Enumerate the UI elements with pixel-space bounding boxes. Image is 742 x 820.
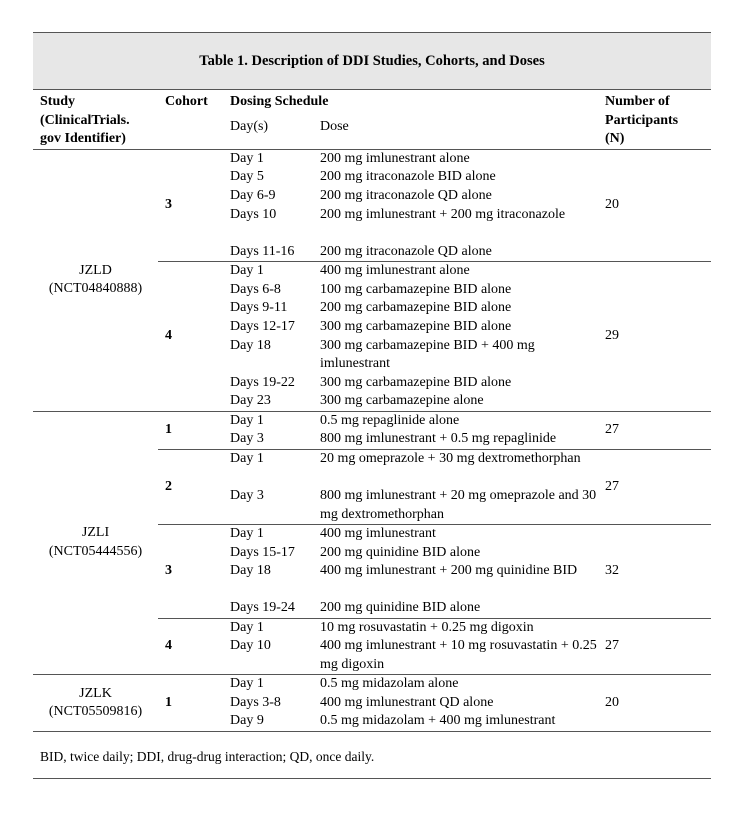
day-cell: Day 3 — [230, 431, 264, 447]
study-cell — [33, 411, 158, 675]
dose-cell: 20 mg omeprazole + 30 mg dextromethorphan — [313, 449, 598, 487]
day-cell: Day 1 — [223, 618, 313, 637]
day-cell: Day 5 — [230, 169, 264, 185]
header-study-line: Study — [40, 94, 76, 109]
participants-cell: 27 — [598, 449, 711, 524]
day-cell: Days 19-24 — [230, 600, 295, 616]
header-n-line: Participants — [605, 112, 679, 128]
study-cell — [33, 149, 158, 411]
day-cell: Day 18 — [230, 563, 271, 579]
header-participants — [598, 90, 711, 149]
participants-cell: 20 — [598, 675, 711, 731]
dose-cell: 200 mg imlunestrant + 200 mg itraconazole — [320, 206, 566, 222]
header-dose: Dose — [320, 119, 349, 134]
header-study — [33, 90, 158, 149]
dose-cell: 10 mg rosuvastatin + 0.25 mg digoxin — [313, 618, 598, 637]
dose-cell: 0.5 mg repaglinide alone — [313, 411, 598, 430]
dose-cell: 400 mg imlunestrant + 200 mg quinidine BID — [320, 563, 578, 579]
header-study-line: (ClinicalTrials. — [40, 112, 130, 128]
day-cell: Days 15-17 — [230, 544, 295, 560]
dose-cell: 0.5 mg midazolam + 400 mg imlunestrant — [320, 713, 556, 729]
study-name: JZLI — [81, 525, 110, 541]
dose-cell: 300 mg carbamazepine alone — [320, 393, 484, 409]
day-cell: Days 11-16 — [230, 243, 295, 259]
study-cell — [33, 675, 158, 731]
study-identifier: (NCT05444556) — [48, 544, 143, 559]
day-cell: Day 10 — [230, 638, 271, 654]
day-cell: Days 10 — [230, 206, 277, 222]
dose-cell: 200 mg quinidine BID alone — [320, 600, 481, 616]
study-name: JZLD — [79, 262, 112, 278]
day-cell: Day 1 — [223, 411, 313, 430]
table-title: Table 1. Description of DDI Studies, Cohorts, and Doses — [199, 52, 545, 69]
cohort-cell: 4 — [158, 618, 223, 675]
header-row — [33, 90, 711, 115]
study-identifier: (NCT04840888) — [48, 281, 143, 297]
day-cell: Days 19-22 — [230, 374, 295, 390]
participants-cell: 32 — [598, 524, 711, 618]
dose-cell: 200 mg carbamazepine BID alone — [320, 300, 512, 316]
day-cell: Day 1 — [223, 449, 313, 487]
header-dosing-schedule: Dosing Schedule — [230, 94, 329, 109]
cohort-cell: 2 — [158, 449, 223, 524]
cohort-cell: 1 — [158, 411, 223, 449]
header-n-line: (N) — [605, 131, 625, 147]
dose-cell: 200 mg itraconazole BID alone — [320, 169, 496, 185]
header-study-line: gov Identifier) — [40, 131, 126, 147]
dose-cell: 400 mg imlunestrant — [313, 524, 598, 543]
day-cell: Day 1 — [223, 524, 313, 543]
participants-cell: 27 — [598, 411, 711, 449]
header-n-line: Number of — [605, 94, 670, 109]
dose-cell: 800 mg imlunestrant + 20 mg omeprazole and 30 mg dextromethorphan — [320, 487, 597, 522]
dose-cell: 100 mg carbamazepine BID alone — [320, 281, 512, 297]
day-cell: Day 6-9 — [230, 187, 276, 203]
dose-cell: 200 mg imlunestrant alone — [313, 149, 598, 168]
day-cell: Days 6-8 — [230, 281, 281, 297]
day-cell: Day 1 — [223, 149, 313, 168]
document — [33, 32, 711, 779]
day-cell: Days 9-11 — [230, 300, 288, 316]
participants-cell: 29 — [598, 262, 711, 412]
cohort-cell: 4 — [158, 262, 223, 412]
dose-cell: 800 mg imlunestrant + 0.5 mg repaglinide — [320, 431, 557, 447]
day-cell: Day 9 — [230, 713, 264, 729]
table-row — [33, 675, 711, 694]
dose-cell: 400 mg imlunestrant alone — [313, 262, 598, 281]
dose-cell: 200 mg quinidine BID alone — [320, 544, 481, 560]
dose-cell: 0.5 mg midazolam alone — [313, 675, 598, 694]
day-cell: Day 1 — [223, 675, 313, 694]
day-cell: Day 3 — [230, 487, 264, 503]
day-cell: Day 1 — [223, 262, 313, 281]
cohort-cell: 1 — [158, 675, 223, 731]
footnote: BID, twice daily; DDI, drug-drug interaction; QD, once daily. — [33, 731, 711, 779]
dose-cell: 200 mg itraconazole QD alone — [320, 243, 492, 259]
dose-cell: 200 mg itraconazole QD alone — [320, 187, 492, 203]
dose-cell: 300 mg carbamazepine BID alone — [320, 318, 512, 334]
day-cell: Day 18 — [230, 337, 271, 353]
table-title-band — [33, 32, 711, 90]
dose-cell: 300 mg carbamazepine BID + 400 mg imlunestrant — [320, 337, 535, 372]
table-body — [33, 149, 711, 731]
study-name: JZLK — [79, 685, 112, 701]
table-row — [33, 411, 711, 430]
participants-cell: 20 — [598, 149, 711, 261]
day-cell: Day 23 — [230, 393, 271, 409]
day-cell: Days 12-17 — [230, 318, 295, 334]
cohort-cell: 3 — [158, 524, 223, 618]
dose-cell: 300 mg carbamazepine BID alone — [320, 374, 512, 390]
cohort-cell: 3 — [158, 149, 223, 261]
day-cell: Days 3-8 — [230, 694, 281, 710]
table-row — [33, 149, 711, 168]
dose-cell: 400 mg imlunestrant QD alone — [320, 694, 494, 710]
header-cohort: Cohort — [165, 94, 208, 109]
ddi-table — [33, 90, 711, 731]
participants-cell: 27 — [598, 618, 711, 675]
study-identifier: (NCT05509816) — [48, 704, 143, 720]
dose-cell: 400 mg imlunestrant + 10 mg rosuvastatin + 0.25 mg digoxin — [320, 638, 597, 672]
header-days: Day(s) — [230, 119, 269, 134]
